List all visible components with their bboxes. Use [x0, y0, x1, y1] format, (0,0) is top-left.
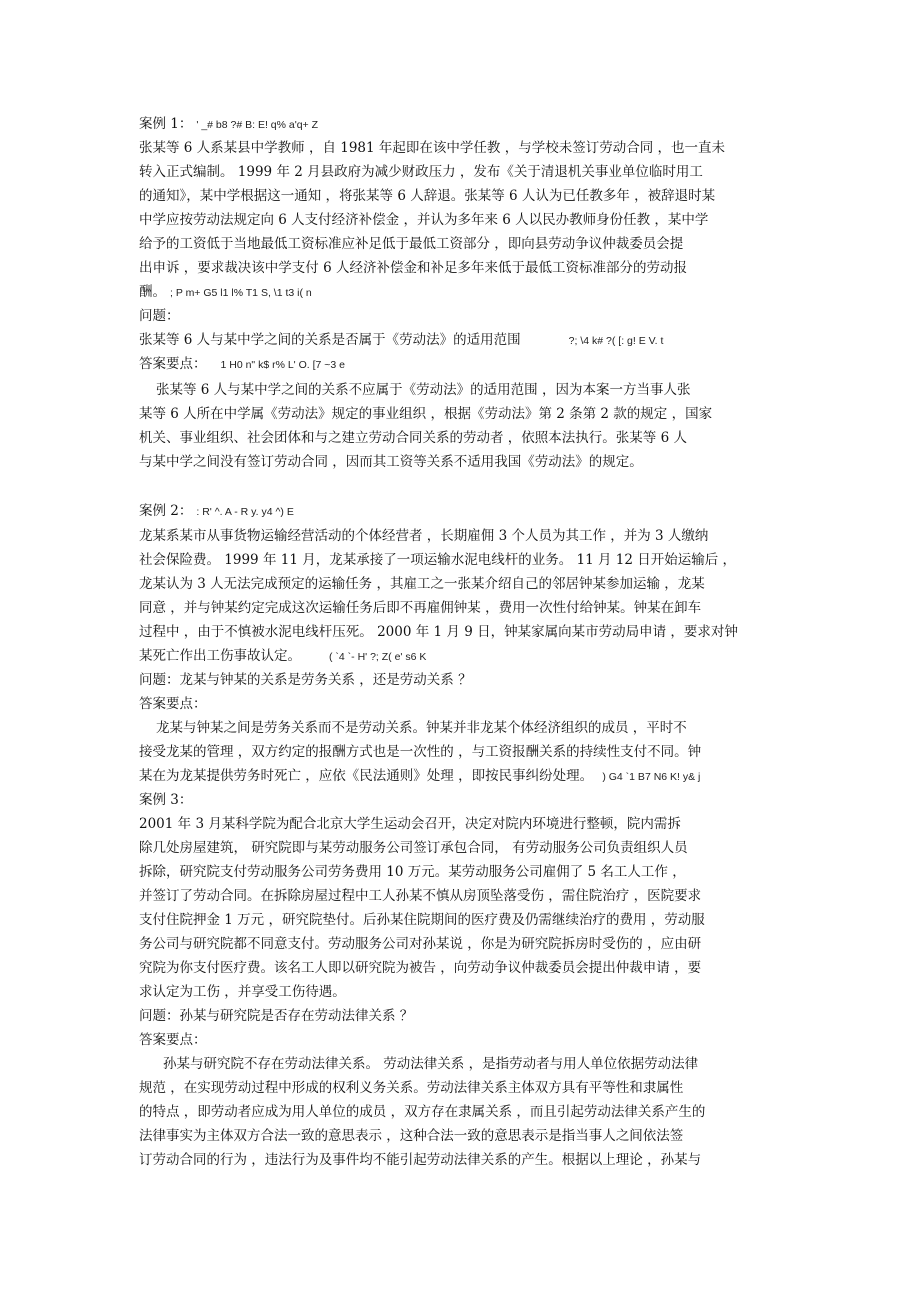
case1-question-noise: ?; \4 k# ?( [: g! E V. t	[568, 335, 664, 347]
case1-line-5: 给予的工资低于当地最低工资标准应补足低于最低工资部分 ，即向县劳动争议仲裁委员会提	[139, 236, 684, 252]
case3-answer-line-5: 订劳动合同的行为 ，违法行为及事件均不能引起劳动法律关系的产生。根据以上理论 ，孙某与	[139, 1152, 702, 1168]
case2-question-label: 问题：	[139, 672, 180, 688]
case1-question	[139, 329, 663, 352]
case2-last-text: 某死亡作出工伤事故认定。	[139, 648, 301, 664]
case3-answer-label: 答案要点：	[139, 1032, 207, 1048]
case3-line-6: 务公司与研究院都不同意支付。劳动服务公司对孙某说 ，你是为研究院拆房时受伤的 ，应由研	[139, 936, 702, 952]
case3-answer-line-4: 法律事实为主体双方合法一致的意思表示 ，这种合法一致的意思表示是指当事人之间依法签	[139, 1128, 684, 1144]
case2-answer-noise: ) G4 `1 B7 N6 K! y& j	[602, 771, 701, 783]
case3-answer-line-2: 规范 ，在实现劳动过程中形成的权利义务关系。劳动法律关系主体双方具有平等性和隶属性	[139, 1080, 684, 1096]
case1-noise: ' _# b8 ?# B: E! q% a'q+ Z	[196, 119, 319, 131]
case1-answer-line-1: 张某等 6 人与某中学之间的关系不应属于《劳动法》的适用范围 ，因为本案一方当事人张	[156, 382, 691, 398]
case2-question-text: 龙某与钟某的关系是劳务关系 ，还是劳动关系 ？	[179, 672, 472, 688]
case2-answer-line-1: 龙某与钟某之间是劳务关系而不是劳动关系。钟某并非龙某个体经济组织的成员 ，平时不	[156, 720, 687, 736]
case2-answer-line-2: 接受龙某的管理 ，双方约定的报酬方式也是一次性的 ，与工资报酬关系的持续性支付不同。钟	[139, 744, 702, 760]
case1-label: 案例 1：	[139, 116, 193, 132]
case1-last-text: 酬。	[139, 284, 166, 300]
case2-heading	[139, 500, 294, 523]
case2-answer-line-3	[139, 765, 700, 788]
case1-line-1: 张某等 6 人系某县中学教师 ，自 1981 年起即在该中学任教 ，与学校未签订劳动合同 ，也一直未	[139, 140, 725, 156]
case1-answer-line-2: 某等 6 人所在中学属《劳动法》规定的事业组织 ，根据《劳动法》第 2 条第 2 款的规定 ，国家	[139, 406, 713, 422]
case3-line-4: 并签订了劳动合同。在拆除房屋过程中工人孙某不慎从房顶坠落受伤 ，需住院治疗 ，医院要求	[139, 888, 702, 904]
case3-line-3: 拆除，研究院支付劳动服务公司劳务费用 10 万元。某劳动服务公司雇佣了 5 名工人工作 ，	[139, 864, 686, 880]
case2-answer-last-text: 某在为龙某提供劳务时死亡 ，应依《民法通则》处理 ，即按民事纠纷处理。	[139, 768, 587, 784]
case1-answer-heading	[139, 353, 345, 376]
case1-answer-line-3: 机关、事业组织、社会团体和与之建立劳动合同关系的劳动者 ，依照本法执行。张某等 6 人	[139, 430, 687, 446]
case1-question-text: 张某等 6 人与某中学之间的关系是否属于《劳动法》的适用范围	[139, 332, 521, 348]
case3-line-8: 求认定为工伤 ，并享受工伤待遇。	[139, 984, 346, 1000]
case3-question-text: 孙某与研究院是否存在劳动法律关系 ？	[179, 1008, 414, 1024]
case2-answer-label: 答案要点：	[139, 696, 207, 712]
case3-line-1: 2001 年 3 月某科学院为配合北京大学生运动会召开，决定对院内环境进行整顿，院内需拆	[139, 816, 681, 832]
case2-noise: : R' ^. A - R y. y4 ^) E	[196, 506, 294, 518]
case1-last-noise: ; P m+ G5 l1 l% T1 S, \1 t3 i( n	[170, 287, 312, 299]
case2-line-2: 社会保险费。 1999 年 11 月，龙某承接了一项运输水泥电线杆的业务。 11 月 12 日开始运输后 ，	[139, 552, 737, 568]
case3-line-7: 究院为你支付医疗费。该名工人即以研究院为被告 ，向劳动争议仲裁委员会提出仲裁申请 ，要	[139, 960, 702, 976]
case2-last-noise: ( `4 `- H' ?; Z( e' s6 K	[329, 651, 427, 663]
case3-heading: 案例 3：	[139, 792, 193, 808]
case3-question-row	[139, 1005, 413, 1027]
case1-line-6: 出申诉 ，要求裁决该中学支付 6 人经济补偿金和补足多年来低于最低工资标准部分的劳动报	[139, 260, 687, 276]
case1-heading	[139, 113, 318, 136]
case3-answer-line-1: 孙某与研究院不存在劳动法律关系。 劳动法律关系 ，是指劳动者与用人单位依据劳动法律	[163, 1056, 699, 1072]
case1-line-4: 中学应按劳动法规定向 6 人支付经济补偿金 ，并认为多年来 6 人以民办教师身份任教 ，某中学	[139, 212, 709, 228]
case2-line-5: 过程中 ，由于不慎被水泥电线杆压死。 2000 年 1 月 9 日，钟某家属向某市劳动局申请 ，要求对钟	[139, 624, 738, 640]
case2-line-6	[139, 645, 426, 668]
case2-line-1: 龙某系某市从事货物运输经营活动的个体经营者 ，长期雇佣 3 个人员为其工作 ，并为 3 人缴纳	[139, 528, 709, 544]
case2-line-4: 同意 ，并与钟某约定完成这次运输任务后即不再雇佣钟某 ，费用一次性付给钟某。钟某在卸车	[139, 600, 702, 616]
case2-line-3: 龙某认为 3 人无法完成预定的运输任务 ，其雇工之一张某介绍自己的邻居钟某参加运输 ，龙某	[139, 576, 705, 592]
case1-answer-noise: 1 H0 n" k$ r% L' O. [7 ~3 e	[220, 359, 346, 371]
case3-line-5: 支付住院押金 1 万元 ，研究院垫付。后孙某住院期间的医疗费及仍需继续治疗的费用 ，劳动服	[139, 912, 705, 928]
case2-question-row	[139, 669, 472, 691]
case3-question-label: 问题：	[139, 1008, 180, 1024]
case1-line-2: 转入正式编制。 1999 年 2 月县政府为减少财政压力 ，发布《关于清退机关事业单位临时用工	[139, 164, 703, 180]
case1-answer-label: 答案要点：	[139, 356, 207, 372]
case3-line-2: 除几处房屋建筑， 研究院即与某劳动服务公司签订承包合同， 有劳动服务公司负责组织人员	[139, 840, 688, 856]
case1-line-3: 的通知》，某中学根据这一通知 ，将张某等 6 人辞退。张某等 6 人认为已任教多年 ，被辞退时某	[139, 188, 716, 204]
case2-label: 案例 2：	[139, 503, 193, 519]
case1-answer-line-4: 与某中学之间没有签订劳动合同 ，因而其工资等关系不适用我国《劳动法》的规定。	[139, 454, 643, 470]
case1-line-7	[139, 281, 312, 304]
case3-answer-line-3: 的特点 ，即劳动者应成为用人单位的成员 ，双方存在隶属关系 ，而且引起劳动法律关系产生的	[139, 1104, 706, 1120]
case1-question-label: 问题：	[139, 308, 180, 324]
